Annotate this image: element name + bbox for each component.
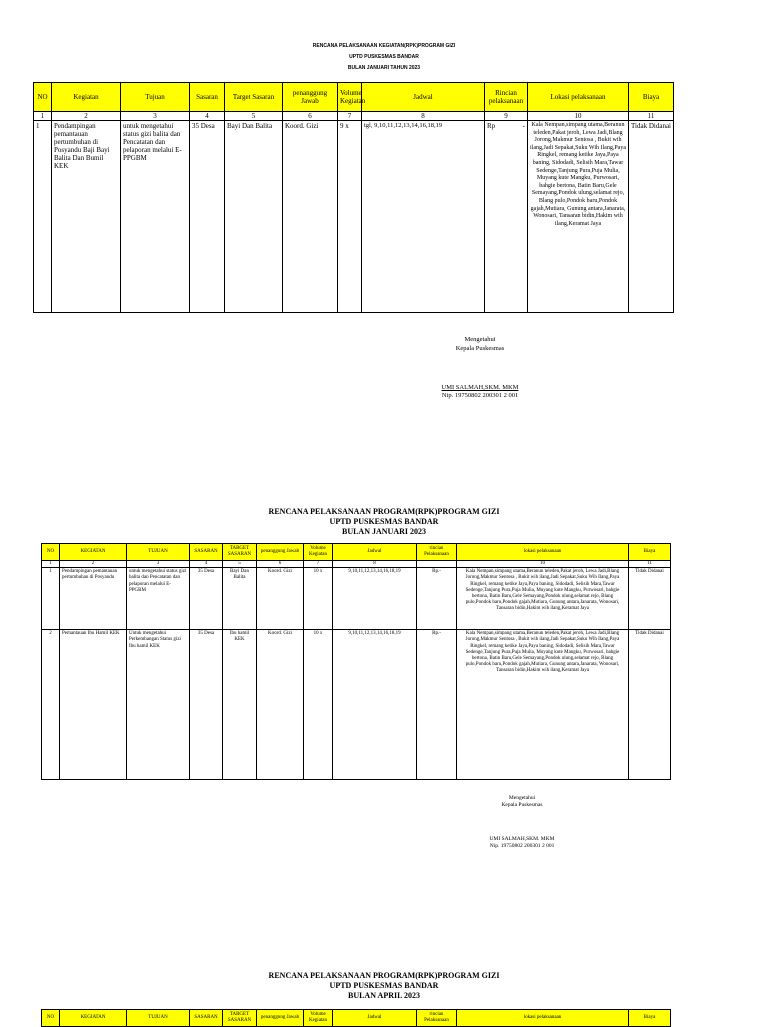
header-biaya: Biaya <box>629 544 671 561</box>
header-jadwal: Jadwal <box>362 83 485 112</box>
col-number: 1 <box>42 561 60 568</box>
header-no: NO <box>34 83 52 112</box>
sig-title: Kepala Puskesmas <box>501 802 543 809</box>
cell-kegiatan: Pendampingan pemantauan pertumbuhan di Posyandu <box>60 568 127 630</box>
header-sasaran: Sasaran <box>190 83 225 112</box>
cell-volume: 10 x <box>304 568 333 630</box>
sig-title: Kepala Puskesmas <box>455 344 505 352</box>
header-tujuan: TUJUAN <box>127 544 190 561</box>
col-number: 7 <box>304 561 333 568</box>
cell-volume: 10 x <box>304 630 333 780</box>
header-target: TARGET SASARAN <box>223 1010 257 1027</box>
doc1-table <box>33 82 674 313</box>
cell-pj: Koord. Gizi <box>283 121 338 313</box>
cell-kegiatan: Pendampingan pemantauan pertumbuhan di Posyandu Baji Bayi Balita Dan Bumil KEK <box>52 121 121 313</box>
col-number: 10 <box>457 561 629 568</box>
col-number: 3 <box>127 561 190 568</box>
cell-pj: Koord. Gizi <box>257 568 304 630</box>
header-kegiatan: KEGIATAN <box>60 1010 127 1027</box>
header-target: Target Sasaran <box>225 83 283 112</box>
doc2-title-line: BULAN JANUARI 2023 <box>341 527 426 536</box>
col-number: 2 <box>52 112 121 121</box>
col-number: 4 <box>190 112 225 121</box>
header-target: TARGET SASARAN <box>223 544 257 561</box>
header-biaya: Biaya <box>629 83 674 112</box>
header-pj: penanggung Jawab <box>283 83 338 112</box>
header-pj: penanggung Jawab <box>257 1010 304 1027</box>
col-number: 4 <box>190 561 223 568</box>
cell-volume: 9 x <box>338 121 362 313</box>
cell-jadwal: 9,10,11,12,13,14,16,18,19 <box>333 568 417 630</box>
cell-jadwal: 9,10,11,12,13,14,16,18,19 <box>333 630 417 780</box>
cell-lokasi: Kala Nempan,simpang utama,Beranun teleden,Pakat jeroh, Lewa Jadi,Blang Jorong,Makmur Sentosa , Bukit wih ilang,Jadi Sepakat,Suku Wih Ilang,Paya Ringkel, remang ketike Jaya,Paya baning, Sidodadi, Selisih Mara,Tawar Sedenge,Tanjung Pura,Puja Mulia, Muyang kute Mangku, Purwosari, bahgie bertona, Batin Baru,Gele Semayang,Pondok ulung,selamat rejo, Blang pulo,Pondok baru,Pondok gajah,Mutiara, Gunung antara,Janarata, Wonosari, Tansaran bidin,Hakim wih ilang,Keramat Jaya <box>457 630 629 780</box>
col-number: 9 <box>485 112 528 121</box>
doc1-title-line: BULAN JANUARI TAHUN 2023 <box>347 65 421 71</box>
doc3-header-row <box>42 1010 671 1027</box>
col-number: 3 <box>121 112 190 121</box>
header-tujuan: Tujuan <box>121 83 190 112</box>
cell-lokasi: Kala Nempan,simpang utama,Beranun teleden,Pakat jeroh, Lewa Jadi,Blang Jorong,Makmur Sentosa , Bukit wih ilang,Jadi Sepakat,Suku Wih Ilang,Paya Ringkel, remang ketike Jaya,Paya baning, Sidodadi, Selisih Mara,Tawar Sedenge,Tanjung Pura,Puja Mulia, Muyang kute Mangku, Purwosari, bahgie bertona, Batin Baru,Gele Semayang,Pondok ulung,selamat rejo, Blang pulo,Pondok baru,Pondok gajah,Mutiara, Gunung antara,Janarata, Wonosari, Tansaran bidin,Hakim wih ilang,Keramat Jaya <box>457 568 629 630</box>
cell-sasaran: 35 Desa <box>190 568 223 630</box>
rincian-currency: Rp <box>487 122 496 130</box>
doc3-title-line: BULAN APRIL 2023 <box>347 991 420 1000</box>
cell-target: Ibu hamil KEK <box>223 630 257 780</box>
table-row <box>42 568 671 630</box>
cell-no: 1 <box>34 121 52 313</box>
sig-label: Mengetahui <box>464 336 496 343</box>
col-number: 10 <box>528 112 629 121</box>
cell-jadwal: tgl, 9,10,11,12,13,14,16,18,19 <box>362 121 485 313</box>
header-kegiatan: Kegiatan <box>52 83 121 112</box>
cell-sasaran: 35 Desa <box>190 121 225 313</box>
doc2-header-row <box>42 544 671 561</box>
sig-nip: Nip. 19750802 200301 2 001 <box>489 843 555 850</box>
header-pj: penanggung Jawab <box>257 544 304 561</box>
doc1-signature <box>430 336 530 401</box>
table-row <box>34 121 674 313</box>
doc1-header-row <box>34 83 674 112</box>
cell-pj: Koord. Gizi <box>257 630 304 780</box>
cell-rincian: Rp.- <box>417 630 457 780</box>
header-volume: Volume Kegiatan <box>304 1010 333 1027</box>
col-number: 2 <box>60 561 127 568</box>
doc2-number-row <box>42 561 671 568</box>
header-rincian: rincian Pelaksanaan <box>417 1010 457 1027</box>
doc3-title-line: UPTD PUSKESMAS BANDAR <box>329 981 439 990</box>
header-jadwal: Jadwal <box>333 1010 417 1027</box>
cell-target: Bayi Dan Balita <box>225 121 283 313</box>
col-number <box>417 561 457 568</box>
cell-no: 1 <box>42 568 60 630</box>
sig-name: UMI SALMAH,SKM. MKM <box>441 383 519 391</box>
header-rincian: rincian Pelaksanaan <box>417 544 457 561</box>
col-number: 7 <box>338 112 362 121</box>
col-number: 11 <box>629 561 671 568</box>
cell-biaya: Tidak Didanai <box>629 630 671 780</box>
doc2-title-line: UPTD PUSKESMAS BANDAR <box>329 517 439 526</box>
doc3-title-line: RENCANA PELAKSANAAN PROGRAM(RPK)PROGRAM GIZI <box>268 971 500 980</box>
header-jadwal: Jadwal <box>333 544 417 561</box>
cell-no: 2 <box>42 630 60 780</box>
doc1-number-row <box>34 112 674 121</box>
cell-rincian: Rp.- <box>417 568 457 630</box>
header-lokasi: lokasi pelaksanaan <box>457 544 629 561</box>
cell-biaya: Tidak Didanai <box>629 121 674 313</box>
col-number: 6 <box>257 561 304 568</box>
sig-nip: Nip. 19750802 200301 2 001 <box>441 392 519 400</box>
header-tujuan: TUJUAN <box>127 1010 190 1027</box>
header-biaya: Biaya <box>629 1010 671 1027</box>
cell-sasaran: 35 Desa <box>190 630 223 780</box>
header-no: NO <box>42 544 60 561</box>
doc2-title-line: RENCANA PELAKSANAAN PROGRAM(RPK)PROGRAM GIZI <box>268 507 500 516</box>
cell-rincian <box>485 121 528 313</box>
header-lokasi: Lokasi pelaksanaan <box>528 83 629 112</box>
header-sasaran: SASARAN <box>190 544 223 561</box>
doc3-table <box>41 1009 671 1027</box>
col-number: 8 <box>362 112 485 121</box>
rincian-value: - <box>522 122 525 130</box>
cell-biaya: Tidak Didanai <box>629 568 671 630</box>
doc1-title-line: UPTD PUSKESMAS BANDAR <box>349 54 419 60</box>
col-number: 5 <box>225 112 283 121</box>
doc3-title <box>0 971 768 1001</box>
doc2-title <box>0 507 768 537</box>
col-number: 5 <box>223 561 257 568</box>
sig-name: UMI SALMAH,SKM. MKM <box>489 835 555 842</box>
header-sasaran: SASARAN <box>190 1010 223 1027</box>
doc1-title-line: RENCANA PELAKSANAAN KEGIATAN(RPK)PROGRAM GIZI <box>312 43 456 49</box>
cell-tujuan: Untuk mengetahui Perkembangan Status gizi Ibu hamil KEK <box>127 630 190 780</box>
table-row <box>42 630 671 780</box>
col-number: 6 <box>283 112 338 121</box>
header-volume: Volume Kegiatan <box>304 544 333 561</box>
col-number: 1 <box>34 112 52 121</box>
header-no: NO <box>42 1010 60 1027</box>
cell-tujuan: untuk mengetahui status gizi balita dan Pencatatan dan pelaporan melalui E-PPGBM <box>127 568 190 630</box>
doc2-table <box>41 543 671 780</box>
doc2-signature <box>472 795 572 851</box>
header-lokasi: lokasi pelaksanaan <box>457 1010 629 1027</box>
cell-tujuan: untuk mengetahui status gizi balita dan Pencatatan dan pelaporan melalui E-PPGBM <box>121 121 190 313</box>
cell-kegiatan: Pemantauan Ibu Hamil KEK <box>60 630 127 780</box>
col-number: 11 <box>629 112 674 121</box>
doc1-title <box>0 41 768 74</box>
cell-lokasi: Kala Nempan,simpang utama,Beranun teleden,Pakat jeroh, Lewa Jadi,Blang Jorong,Makmur Sentosa , Bukit wih ilang,Jadi Sepakat,Suku Wih Ilang,Paya Ringkel, remang ketike Jaya,Paya baning, Sidodadi, Selisih Mara,Tawar Sedenge,Tanjung Pura,Puja Mulia, Muyang kute Mangku, Purwosari, bahgie bertona, Batin Baru,Gele Semayang,Pondok ulung,selamat rejo, Blang pulo,Pondok baru,Pondok gajah,Mutiara, Gunung antara,Janarata, Wonosari, Tansaran bidin,Hakim wih ilang,Keramat Jaya <box>528 121 629 313</box>
header-volume: Volume Kegiatan <box>338 83 362 112</box>
header-kegiatan: KEGIATAN <box>60 544 127 561</box>
col-number: 8 <box>333 561 417 568</box>
cell-target: Bayi Dan Balita <box>223 568 257 630</box>
sig-label: Mengetahui <box>508 795 536 801</box>
header-rincian: Rincian pelaksanaan <box>485 83 528 112</box>
